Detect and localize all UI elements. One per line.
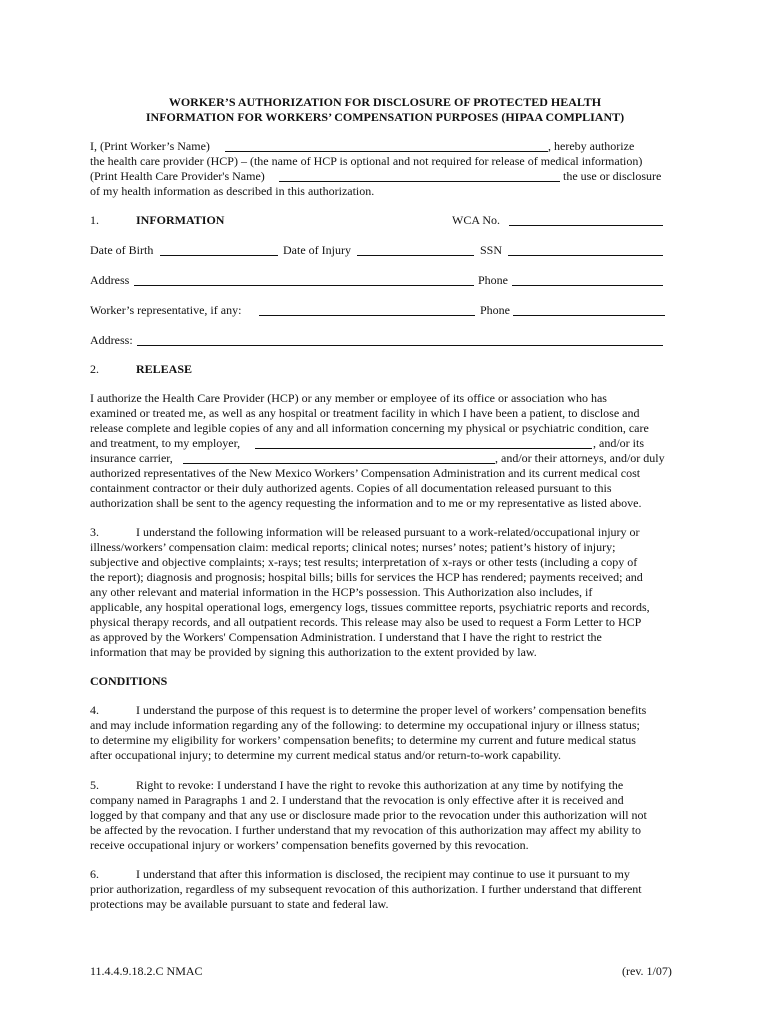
worker-representative-label: Worker’s representative, if any: xyxy=(90,303,242,317)
section-3-line: physical therapy records, and all outpatient records. This release may also be used to request a Form Letter to HCP xyxy=(90,615,642,629)
section-6-paragraph xyxy=(90,882,690,912)
section-4-line: to determine my eligibility for workers’ compensation benefits; to determine my current and future medical status xyxy=(90,733,636,747)
date-of-birth-field[interactable] xyxy=(160,255,278,256)
insurance-suffix-text: , and/or their attorneys, and/or duly xyxy=(495,451,665,465)
insurance-carrier-field[interactable] xyxy=(183,463,495,464)
section-4-paragraph xyxy=(90,718,690,763)
address-label: Address xyxy=(90,273,130,287)
section-6-line: protections may be available pursuant to state and federal law. xyxy=(90,897,389,911)
form-title-line-2: INFORMATION FOR WORKERS’ COMPENSATION PURPOSES (HIPAA COMPLIANT) xyxy=(145,110,625,124)
section-3-line: any other relevant and material information in the HCP’s possession. This Authorization also includes, if xyxy=(90,585,593,599)
conditions-heading: CONDITIONS xyxy=(90,674,168,688)
form-title-line-1: WORKER’S AUTHORIZATION FOR DISCLOSURE OF PROTECTED HEALTH xyxy=(168,95,602,109)
release-line: containment contractor or their duly authorized agents. Copies of all documentation released pursuant to this xyxy=(90,481,612,495)
wca-no-label: WCA No. xyxy=(452,213,500,227)
section-3-line: the report); diagnosis and prognosis; hospital bills; bills for services the HCP has rendered; payments received; and xyxy=(90,570,643,584)
release-line: authorized representatives of the New Mexico Workers’ Compensation Administration and its current medical cost xyxy=(90,466,641,480)
section-4-number: 4. xyxy=(90,703,99,717)
release-line: I authorize the Health Care Provider (HCP) or any member or employee of its office or association who has xyxy=(90,391,607,405)
address-field[interactable] xyxy=(134,285,474,286)
representative-address-label: Address: xyxy=(90,333,133,347)
section-3-first-line: I understand the following information will be released pursuant to a work-related/occupational injury or xyxy=(136,525,640,539)
release-line: examined or treated me, as well as any hospital or treatment facility in which I have been a patient, to disclose and xyxy=(90,406,640,420)
section-5-number: 5. xyxy=(90,778,99,792)
date-of-birth-label: Date of Birth xyxy=(90,243,154,257)
section-3-line: information that may be provided by signing this authorization to the extent provided by law. xyxy=(90,645,537,659)
intro-health-info-text: of my health information as described in this authorization. xyxy=(90,184,375,198)
footer-nmac-reference: 11.4.4.9.18.2.C NMAC xyxy=(90,964,203,978)
intro-hcp-name-label: (Print Health Care Provider's Name) xyxy=(90,169,265,183)
section-5-line: receive occupational injury or workers’ compensation benefits governed by this revocation. xyxy=(90,838,529,852)
intro-authorize-text: , hereby authorize xyxy=(548,139,635,153)
ssn-label: SSN xyxy=(480,243,503,257)
representative-phone-label: Phone xyxy=(480,303,510,317)
section-3-line: as approved by the Workers' Compensation Administration. I understand that I have the right to restrict the xyxy=(90,630,602,644)
release-paragraph xyxy=(90,391,690,436)
employer-field[interactable] xyxy=(255,448,592,449)
intro-worker-name-label: I, (Print Worker’s Name) xyxy=(90,139,210,153)
section-6-line: prior authorization, regardless of my subsequent revocation of this authorization. I further understand that different xyxy=(90,882,642,896)
wca-no-field[interactable] xyxy=(509,225,663,226)
hcp-name-field[interactable] xyxy=(279,181,560,182)
date-of-injury-label: Date of Injury xyxy=(283,243,351,257)
section-5-line: be affected by the revocation. I further understand that my revocation of this authorization may affect my ability to xyxy=(90,823,642,837)
section-4-line: after occupational injury; to determine my current medical status and/or return-to-work capability. xyxy=(90,748,562,762)
representative-phone-field[interactable] xyxy=(513,315,665,316)
worker-name-field[interactable] xyxy=(225,151,548,152)
release-line: release complete and legible copies of any and all information concerning my physical or psychiatric condition, care xyxy=(90,421,649,435)
section-3-line: applicable, any hospital operational logs, emergency logs, tissues committee reports, psychiatric reports and records, xyxy=(90,600,650,614)
employer-suffix-text: , and/or its xyxy=(593,436,644,450)
section-2-heading: RELEASE xyxy=(136,362,193,376)
release-paragraph-continued xyxy=(90,466,690,511)
date-of-injury-field[interactable] xyxy=(357,255,474,256)
section-5-line: logged by that company and that any use or disclosure made prior to the revocation under this authorization will not xyxy=(90,808,647,822)
section-4-line: and may include information regarding any of the following: to determine my occupational injury or illness status; xyxy=(90,718,640,732)
section-5-line: company named in Paragraphs 1 and 2. I understand that the revocation is only effective after it is received and xyxy=(90,793,624,807)
representative-address-field[interactable] xyxy=(137,345,663,346)
section-6-number: 6. xyxy=(90,867,99,881)
footer-revision: (rev. 1/07) xyxy=(622,964,672,978)
section-1-heading: INFORMATION xyxy=(136,213,225,227)
employer-label: and treatment, to my employer, xyxy=(90,436,241,450)
worker-representative-field[interactable] xyxy=(259,315,475,316)
ssn-field[interactable] xyxy=(508,255,663,256)
section-5-paragraph xyxy=(90,793,690,853)
phone-field[interactable] xyxy=(512,285,663,286)
intro-use-disclosure-text: the use or disclosure xyxy=(563,169,662,183)
section-6-first-line: I understand that after this information is disclosed, the recipient may continue to use it pursuant to my xyxy=(136,867,630,881)
insurance-carrier-label: insurance carrier, xyxy=(90,451,173,465)
section-3-paragraph xyxy=(90,540,690,660)
section-3-line: illness/workers’ compensation claim: medical reports; clinical notes; nurses’ notes; patient’s history of injury; xyxy=(90,540,616,554)
intro-hcp-text: the health care provider (HCP) – (the name of HCP is optional and not required for release of medical information) xyxy=(90,154,643,168)
section-3-line: subjective and objective complaints; x-rays; test results; interpretation of x-rays or other tests (including a copy of xyxy=(90,555,638,569)
section-1-number: 1. xyxy=(90,213,99,227)
section-2-number: 2. xyxy=(90,362,99,376)
phone-label: Phone xyxy=(478,273,508,287)
section-3-number: 3. xyxy=(90,525,99,539)
release-line: authorization shall be sent to the agency requesting the information and to me or my representative as listed above. xyxy=(90,496,642,510)
section-5-first-line: Right to revoke: I understand I have the right to revoke this authorization at any time by notifying the xyxy=(136,778,624,792)
section-4-first-line: I understand the purpose of this request is to determine the proper level of workers’ compensation benefits xyxy=(136,703,647,717)
